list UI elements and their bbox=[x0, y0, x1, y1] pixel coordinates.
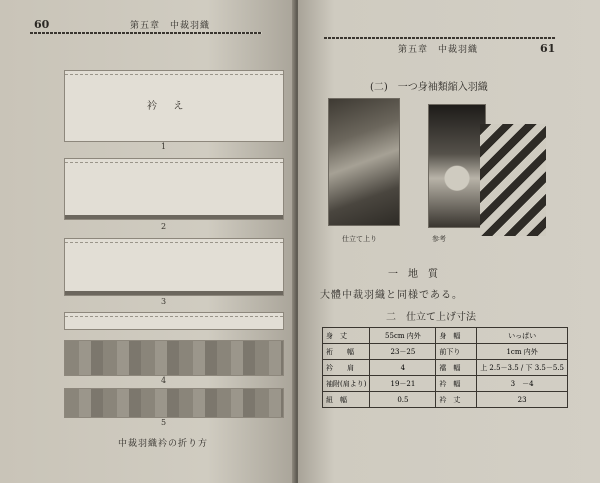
collar-diagram-5 bbox=[64, 388, 284, 418]
table-cell: 身 幅 bbox=[436, 328, 477, 344]
figure-number-1: 1 bbox=[161, 142, 167, 151]
table-cell: 身 丈 bbox=[323, 328, 370, 344]
body-material: 大體中裁羽織と同様である。 bbox=[320, 290, 463, 301]
section-title: (二) 一つ身袖類縮入羽織 bbox=[370, 82, 488, 93]
table-cell: 1cm 内外 bbox=[477, 344, 568, 360]
collar-diagram-4-top bbox=[64, 312, 284, 330]
photo-caption-reference: 参考 bbox=[432, 235, 446, 243]
heading-material: 一 地 質 bbox=[388, 269, 438, 280]
right-page bbox=[298, 0, 600, 483]
collar-label: 衿 え bbox=[147, 101, 184, 112]
table-row bbox=[323, 344, 568, 360]
heading-measurements: 二 仕立て上げ寸法 bbox=[386, 312, 476, 323]
figure-number-2: 2 bbox=[161, 222, 167, 231]
left-page bbox=[0, 0, 296, 483]
left-header-rule bbox=[30, 32, 262, 34]
figure-number-3: 3 bbox=[161, 297, 167, 306]
table-cell: 衿 丈 bbox=[436, 392, 477, 408]
left-running-title: 第五章 中裁羽織 bbox=[130, 21, 211, 31]
collar-diagram-3 bbox=[64, 238, 284, 296]
table-cell: 0.5 bbox=[370, 392, 436, 408]
table-row bbox=[323, 376, 568, 392]
table-cell: 19－21 bbox=[370, 376, 436, 392]
table-cell: 衿 幅 bbox=[436, 376, 477, 392]
table-cell: 上 2.5－3.5 / 下 3.5－5.5 bbox=[477, 360, 568, 376]
right-page-number: 61 bbox=[540, 42, 556, 55]
right-header-rule bbox=[324, 37, 556, 39]
photo-caption-finished: 仕立て上り bbox=[342, 235, 377, 243]
haori-photo-pattern bbox=[480, 124, 546, 236]
table-cell: いっぱい bbox=[477, 328, 568, 344]
table-cell: 3 －4 bbox=[477, 376, 568, 392]
table-cell: 裄 幅 bbox=[323, 344, 370, 360]
collar-diagram-2 bbox=[64, 158, 284, 220]
haori-photo-reference bbox=[428, 104, 486, 228]
table-row bbox=[323, 392, 568, 408]
figure-number-4: 4 bbox=[161, 376, 167, 385]
table-cell: 23 bbox=[477, 392, 568, 408]
collar-diagram-1 bbox=[64, 70, 284, 142]
collar-diagram-4 bbox=[64, 340, 284, 376]
table-cell: 袖附(肩より) bbox=[323, 376, 370, 392]
table-cell: 23－25 bbox=[370, 344, 436, 360]
right-running-title: 第五章 中裁羽織 bbox=[398, 45, 479, 55]
table-cell: 紐 幅 bbox=[323, 392, 370, 408]
table-row bbox=[323, 328, 568, 344]
table-cell: 4 bbox=[370, 360, 436, 376]
table-cell: 55cm 内外 bbox=[370, 328, 436, 344]
figure-caption: 中裁羽織衿の折り方 bbox=[118, 439, 209, 449]
measurement-table bbox=[322, 327, 568, 408]
table-cell: 衿 肩 bbox=[323, 360, 370, 376]
figure-number-5: 5 bbox=[161, 418, 167, 427]
table-cell: 襠 幅 bbox=[436, 360, 477, 376]
left-page-number: 60 bbox=[34, 18, 50, 31]
haori-photo-finished bbox=[328, 98, 400, 226]
table-cell: 前下り bbox=[436, 344, 477, 360]
table-row bbox=[323, 360, 568, 376]
